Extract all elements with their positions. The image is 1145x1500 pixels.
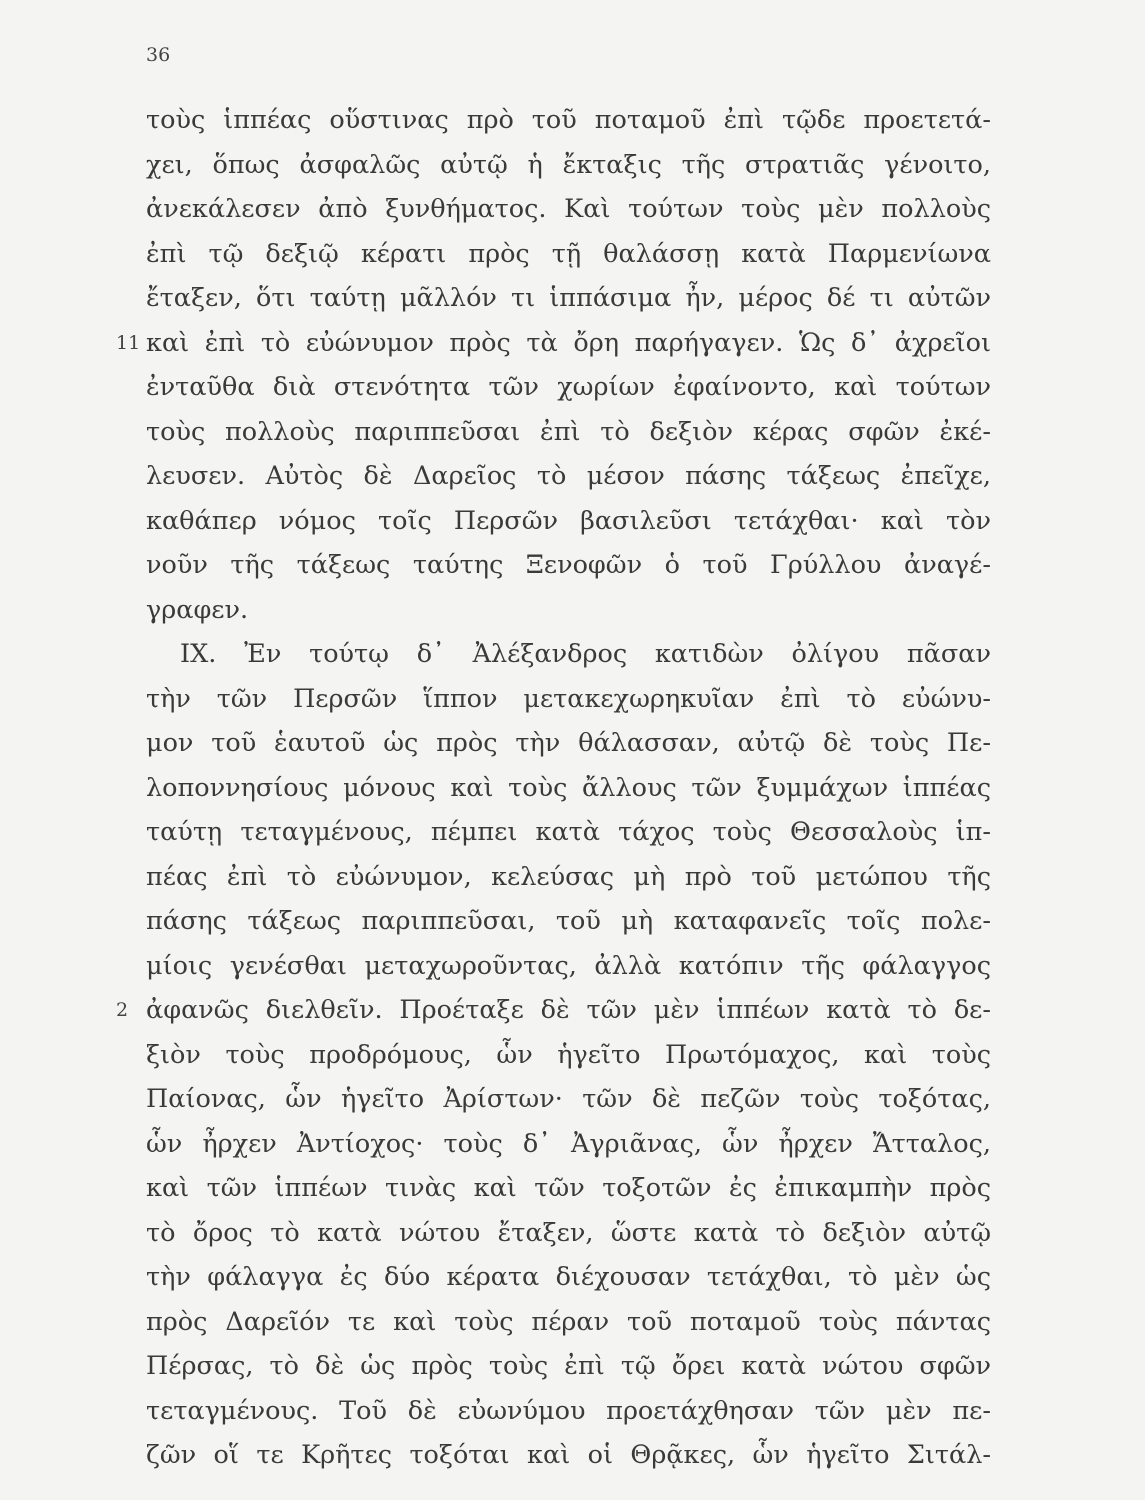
line-text: γραφεν. <box>146 594 249 625</box>
text-block <box>116 98 991 1478</box>
line-text: τοὺς ἱππέας οὕστινας πρὸ τοῦ ποταμοῦ ἐπὶ τῷδε προετετά- <box>146 105 991 135</box>
text-line <box>146 1433 991 1478</box>
line-text: ὧν ἦρχεν Ἀντίοχος· τοὺς δ᾿ Ἀγριᾶνας, ὧν ἦρχεν Ἄτταλος, <box>146 1128 991 1159</box>
text-line <box>146 143 991 188</box>
line-text: καὶ τῶν ἱππέων τινὰς καὶ τῶν τοξοτῶν ἐς ἐπικαμπὴν πρὸς <box>146 1173 991 1203</box>
text-line <box>146 276 991 321</box>
line-text: ἔταξεν, ὅτι ταύτῃ μᾶλλόν τι ἱππάσιμα ἦν, μέρος δέ τι αὐτῶν <box>146 283 991 313</box>
line-text: ξιὸν τοὺς προδρόμους, ὧν ἡγεῖτο Πρωτόμαχος, καὶ τοὺς <box>146 1039 991 1070</box>
line-text: καὶ ἐπὶ τὸ εὐώνυμον πρὸς τὰ ὄρη παρήγαγεν. Ὡς δ᾿ ἀχρεῖοι <box>146 327 991 358</box>
line-text: καθάπερ νόμος τοῖς Περσῶν βασιλεῦσι τετάχθαι· καὶ τὸν <box>146 505 991 536</box>
text-line <box>146 588 991 633</box>
line-text: Πέρσας, τὸ δὲ ὡς πρὸς τοὺς ἐπὶ τῷ ὄρει κατὰ νώτου σφῶν <box>146 1351 991 1381</box>
line-text: ἐπὶ τῷ δεξιῷ κέρατι πρὸς τῇ θαλάσσῃ κατὰ Παρμενίωνα <box>146 238 991 269</box>
line-text: πέας ἐπὶ τὸ εὐώνυμον, κελεύσας μὴ πρὸ τοῦ μετώπου τῆς <box>146 861 991 892</box>
text-line <box>146 810 991 855</box>
text-line <box>146 232 991 277</box>
line-text: τεταγμένους. Τοῦ δὲ εὐωνύμου προετάχθησαν τῶν μὲν πε- <box>146 1395 991 1426</box>
line-text: τὴν φάλαγγα ἐς δύο κέρατα διέχουσαν τετάχθαι, τὸ μὲν ὡς <box>146 1262 991 1292</box>
text-line <box>146 543 991 588</box>
line-text: λευσεν. Αὐτὸς δὲ Δαρεῖος τὸ μέσον πάσης τάξεως ἐπεῖχε, <box>146 461 991 491</box>
text-line <box>146 1389 991 1434</box>
text-line <box>146 677 991 722</box>
text-line <box>116 988 991 1033</box>
line-text: λοποννησίους μόνους καὶ τοὺς ἄλλους τῶν ξυμμάχων ἱππέας <box>146 772 991 803</box>
text-line <box>146 499 991 544</box>
line-text: τὴν τῶν Περσῶν ἵππον μετακεχωρηκυῖαν ἐπὶ τὸ εὐώνυ- <box>146 683 991 714</box>
page-number: 36 <box>146 44 171 66</box>
line-text: ἐνταῦθα διὰ στενότητα τῶν χωρίων ἐφαίνοντο, καὶ τούτων <box>146 372 991 402</box>
text-line <box>146 1255 991 1300</box>
text-line <box>146 944 991 989</box>
text-line <box>146 1033 991 1078</box>
line-text: πάσης τάξεως παριππεῦσαι, τοῦ μὴ καταφανεῖς τοῖς πολε- <box>146 906 991 936</box>
margin-section-number: 11 <box>116 331 141 354</box>
text-line <box>146 632 991 677</box>
text-line <box>146 1166 991 1211</box>
line-text: μίοις γενέσθαι μεταχωροῦντας, ἀλλὰ κατόπιν τῆς φάλαγγος <box>146 950 991 981</box>
text-line <box>116 321 991 366</box>
text-line <box>146 899 991 944</box>
text-line <box>146 98 991 143</box>
line-text: πρὸς Δαρεῖόν τε καὶ τοὺς πέραν τοῦ ποταμοῦ τοὺς πάντας <box>146 1306 991 1337</box>
text-line <box>146 1077 991 1122</box>
line-text: IX. Ἐν τούτῳ δ᾿ Ἀλέξανδρος κατιδὼν ὀλίγου πᾶσαν <box>180 639 991 669</box>
text-line <box>146 721 991 766</box>
text-line <box>146 1344 991 1389</box>
text-line <box>146 766 991 811</box>
text-line <box>146 410 991 455</box>
text-line <box>146 454 991 499</box>
text-line <box>146 855 991 900</box>
text-line <box>146 187 991 232</box>
text-line <box>146 1211 991 1256</box>
text-line <box>146 1122 991 1167</box>
line-text: μον τοῦ ἑαυτοῦ ὡς πρὸς τὴν θάλασσαν, αὐτῷ δὲ τοὺς Πε- <box>146 728 991 758</box>
text-line <box>146 365 991 410</box>
margin-section-number: 2 <box>116 999 129 1021</box>
line-text: ταύτῃ τεταγμένους, πέμπει κατὰ τάχος τοὺς Θεσσαλοὺς ἱπ- <box>146 817 991 847</box>
line-text: ζῶν οἵ τε Κρῆτες τοξόται καὶ οἱ Θρᾷκες, ὧν ἡγεῖτο Σιτάλ- <box>146 1440 991 1470</box>
line-text: χει, ὅπως ἀσφαλῶς αὐτῷ ἡ ἔκταξις τῆς στρατιᾶς γένοιτο, <box>146 149 991 180</box>
line-text: τὸ ὄρος τὸ κατὰ νώτου ἔταξεν, ὥστε κατὰ τὸ δεξιὸν αὐτῷ <box>146 1217 991 1248</box>
line-text: ἀφανῶς διελθεῖν. Προέταξε δὲ τῶν μὲν ἱππέων κατὰ τὸ δε- <box>146 995 991 1025</box>
line-text: τοὺς πολλοὺς παριππεῦσαι ἐπὶ τὸ δεξιὸν κέρας σφῶν ἐκέ- <box>146 416 991 447</box>
line-text: ἀνεκάλεσεν ἀπὸ ξυνθήματος. Καὶ τούτων τοὺς μὲν πολλοὺς <box>146 194 991 224</box>
line-text: νοῦν τῆς τάξεως ταύτης Ξενοφῶν ὁ τοῦ Γρύλλου ἀναγέ- <box>146 550 991 580</box>
text-line <box>146 1300 991 1345</box>
line-text: Παίονας, ὧν ἡγεῖτο Ἀρίστων· τῶν δὲ πεζῶν τοὺς τοξότας, <box>146 1084 991 1114</box>
